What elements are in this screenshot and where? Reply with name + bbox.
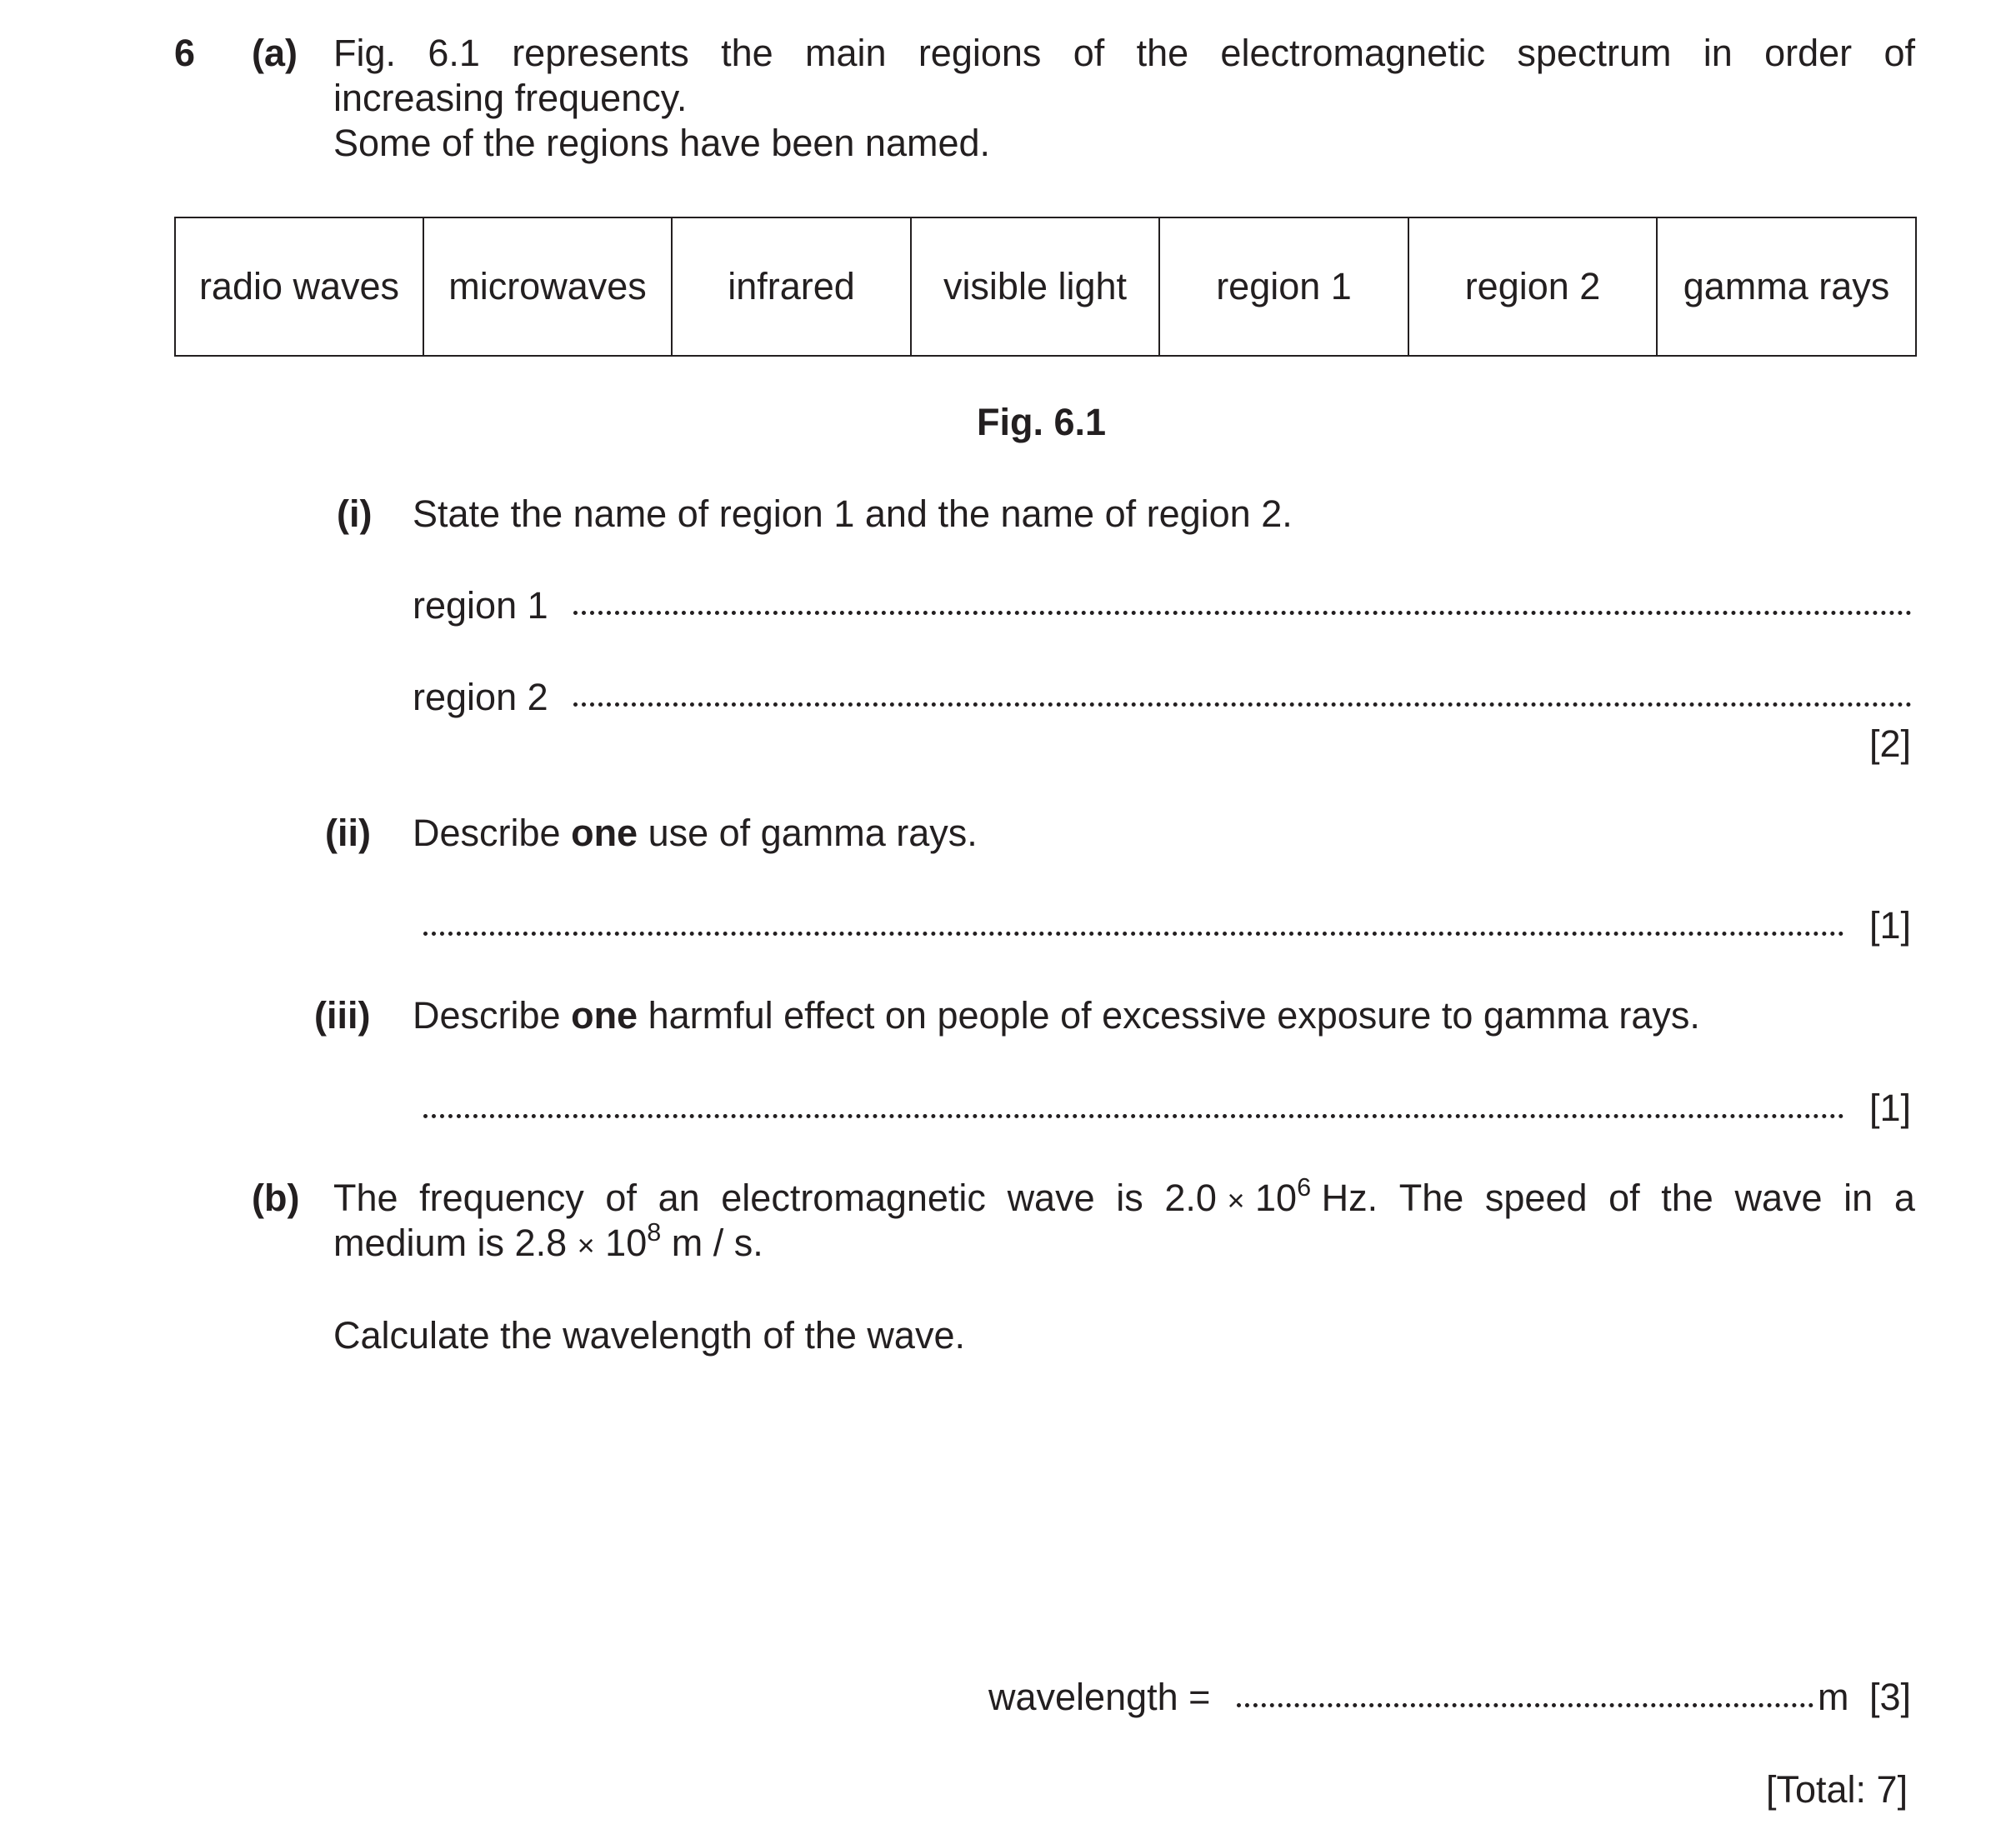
spectrum-cell-region-1: region 1 bbox=[1159, 217, 1408, 356]
part-b-word: speed bbox=[1484, 1177, 1588, 1219]
sub-i-question: State the name of region 1 and the name of region 2. bbox=[413, 492, 1293, 535]
part-b-word: wave bbox=[1734, 1177, 1823, 1219]
part-b-label: (b) bbox=[252, 1177, 300, 1219]
spectrum-cell-region-2: region 2 bbox=[1408, 217, 1657, 356]
speed-exponent: 8 bbox=[647, 1218, 662, 1247]
spectrum-cell-infrared: infrared bbox=[672, 217, 911, 356]
region2-answer-label: region 2 bbox=[413, 676, 548, 718]
sub-iii-question bbox=[413, 993, 1700, 1038]
part-b-line2 bbox=[333, 1218, 763, 1266]
sub-iii-answer-line[interactable] bbox=[423, 1114, 1844, 1118]
sub-ii-marks: [1] bbox=[1869, 904, 1912, 947]
part-b-word: in bbox=[1843, 1177, 1873, 1219]
part-b-marks: [3] bbox=[1869, 1676, 1912, 1718]
part-b-word: electromagnetic bbox=[721, 1177, 986, 1219]
part-a-label: (a) bbox=[252, 32, 298, 74]
speed-base: 10 bbox=[605, 1222, 648, 1264]
total-marks: [Total: 7] bbox=[1766, 1768, 1908, 1811]
part-b-instruction: Calculate the wavelength of the wave. bbox=[333, 1314, 965, 1357]
sub-ii-question bbox=[413, 811, 978, 856]
part-a-intro-line3: Some of the regions have been named. bbox=[333, 122, 991, 164]
region1-answer-label: region 1 bbox=[413, 584, 548, 627]
times-sign: × bbox=[1227, 1183, 1245, 1217]
times-sign: × bbox=[577, 1228, 595, 1262]
part-a-intro-line1: Fig. 6.1 represents the main regions of the electromagnetic spectrum in order of bbox=[333, 32, 1915, 74]
sub-iii-text-after: harmful effect on people of excessive exposure to gamma rays. bbox=[638, 994, 1700, 1037]
region1-answer-line[interactable] bbox=[573, 611, 1912, 615]
sub-ii-label: (ii) bbox=[325, 812, 371, 854]
part-b-word: the bbox=[1661, 1177, 1713, 1219]
wavelength-unit: m bbox=[1818, 1676, 1849, 1718]
sub-ii-answer-line[interactable] bbox=[423, 932, 1844, 936]
sub-iii-label: (iii) bbox=[314, 994, 371, 1037]
spectrum-cell-microwaves: microwaves bbox=[423, 217, 672, 356]
frequency-base: 10 bbox=[1255, 1177, 1298, 1219]
part-b-word: of bbox=[605, 1177, 637, 1219]
sub-i-label: (i) bbox=[337, 492, 373, 535]
region2-answer-line[interactable] bbox=[573, 702, 1912, 707]
spectrum-cell-radio-waves: radio waves bbox=[175, 217, 423, 356]
frequency-value bbox=[1164, 1173, 1378, 1221]
sub-ii-text-after: use of gamma rays. bbox=[638, 812, 978, 854]
frequency-exponent: 6 bbox=[1297, 1173, 1312, 1202]
spectrum-cell-visible-light: visible light bbox=[911, 217, 1159, 356]
part-b-line1 bbox=[333, 1173, 1915, 1221]
sub-i-marks: [2] bbox=[1869, 722, 1912, 765]
sub-iii-emphasis: one bbox=[571, 994, 638, 1037]
wavelength-answer-line[interactable] bbox=[1237, 1703, 1813, 1707]
speed-text-before: medium is 2.8 bbox=[333, 1222, 578, 1264]
speed-unit: m / s. bbox=[671, 1222, 763, 1264]
part-b-word: is bbox=[1116, 1177, 1143, 1219]
part-b-word: a bbox=[1893, 1177, 1915, 1219]
part-b-word: frequency bbox=[419, 1177, 584, 1219]
part-b-word: an bbox=[658, 1177, 700, 1219]
frequency-unit: Hz. bbox=[1321, 1177, 1378, 1219]
wavelength-answer-label: wavelength = bbox=[988, 1676, 1211, 1718]
question-number: 6 bbox=[174, 32, 196, 74]
sub-iii-text-before: Describe bbox=[413, 994, 572, 1037]
part-b-word: wave bbox=[1007, 1177, 1095, 1219]
sub-ii-text-before: Describe bbox=[413, 812, 572, 854]
frequency-mantissa: 2.0 bbox=[1164, 1177, 1217, 1219]
spectrum-cell-gamma-rays: gamma rays bbox=[1657, 217, 1916, 356]
sub-ii-emphasis: one bbox=[571, 812, 638, 854]
part-a-intro-line2: increasing frequency. bbox=[333, 77, 688, 119]
part-b-word: The bbox=[1398, 1177, 1464, 1219]
sub-iii-marks: [1] bbox=[1869, 1087, 1912, 1129]
part-b-word: The bbox=[333, 1177, 398, 1219]
spectrum-figure bbox=[174, 217, 1917, 357]
figure-caption: Fig. 6.1 bbox=[977, 401, 1107, 443]
part-b-word: of bbox=[1608, 1177, 1640, 1219]
